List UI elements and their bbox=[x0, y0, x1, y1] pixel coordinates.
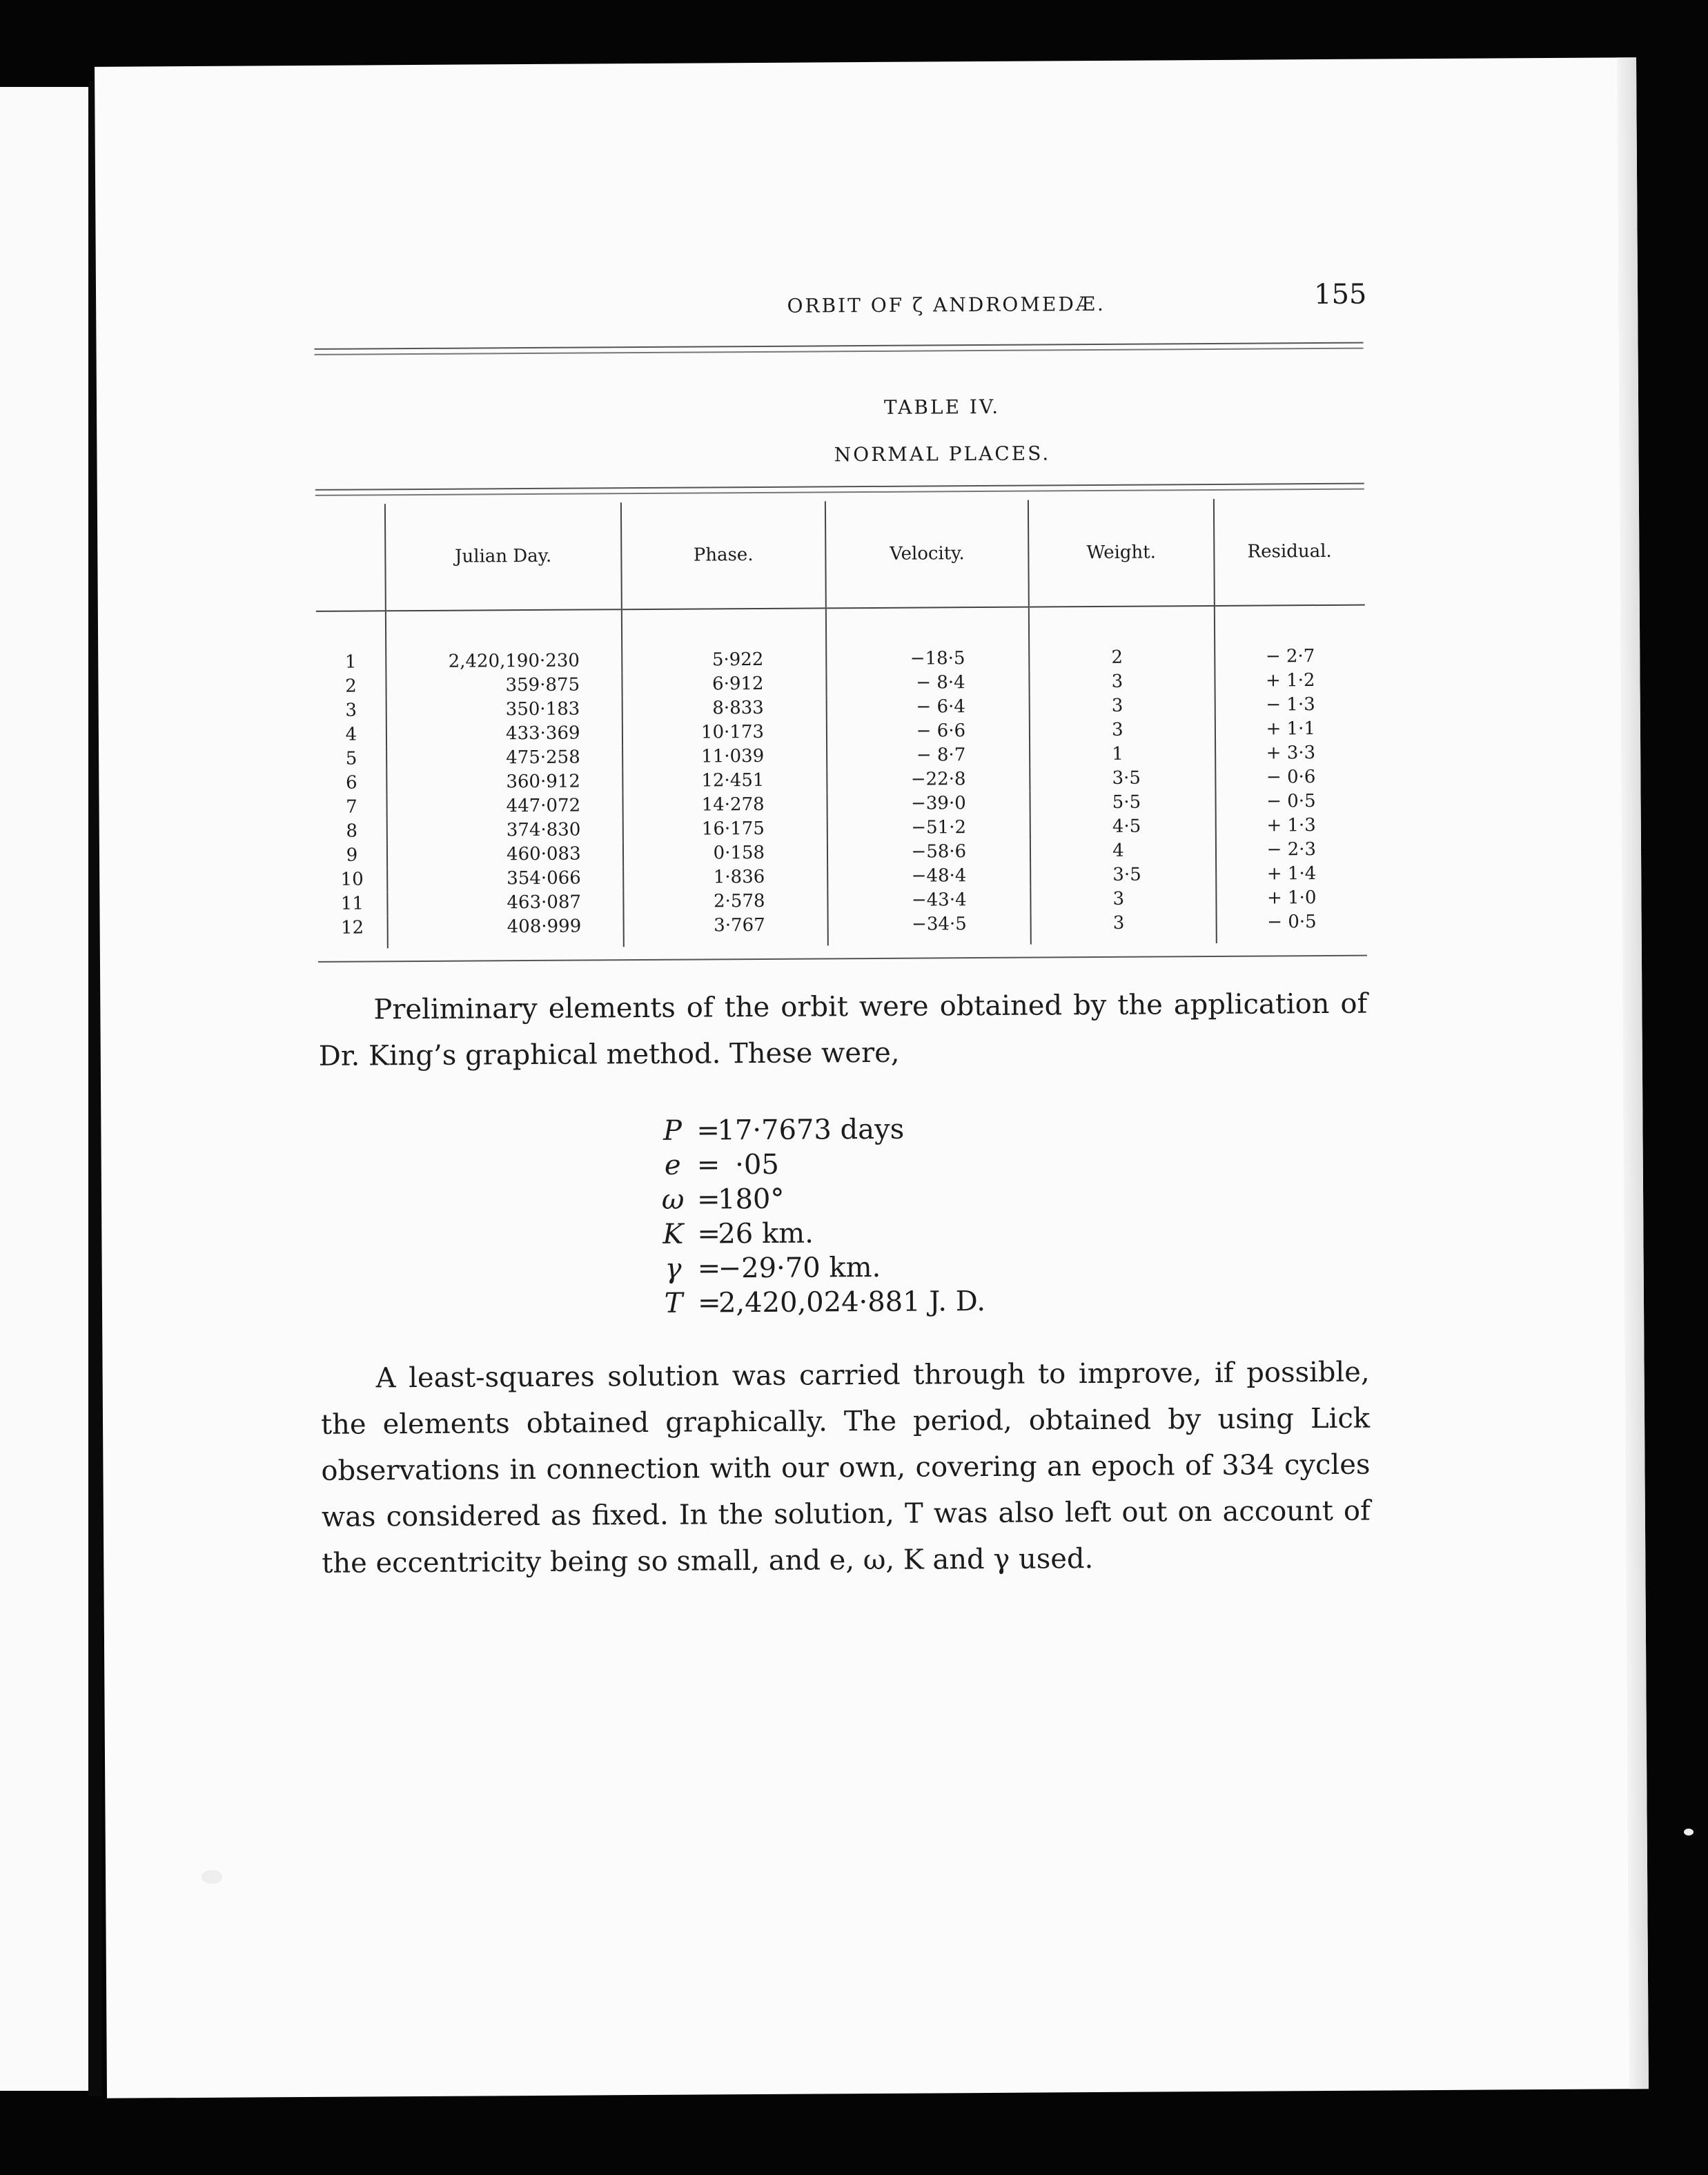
weight-cell: 5·5 bbox=[1030, 790, 1216, 816]
paragraph-text: Preliminary elements of the orbit were obtained by the application of Dr. King’s graphical method. These were, bbox=[318, 987, 1368, 1072]
phase-cell: 8·833 bbox=[622, 696, 827, 721]
row-index: 6 bbox=[345, 772, 357, 794]
weight-cell: 3·5 bbox=[1030, 766, 1215, 791]
element-value: ·05 bbox=[717, 1148, 779, 1181]
element-value: 2,420,024·881 J. D. bbox=[718, 1285, 986, 1319]
row-index: 9 bbox=[346, 845, 358, 866]
row-index: 12 bbox=[340, 917, 364, 938]
phase-cell: 2·578 bbox=[623, 889, 828, 914]
row-index: 11 bbox=[340, 893, 364, 914]
column-header-residual: Residual. bbox=[1214, 498, 1365, 606]
velocity-cell: − 6·4 bbox=[827, 695, 1030, 720]
residual-cell: + 1·2 bbox=[1215, 669, 1366, 693]
equals-sign: = bbox=[696, 1183, 720, 1216]
orbital-element-row bbox=[649, 1215, 985, 1252]
header-rule bbox=[315, 342, 1364, 350]
weight-cell: 3 bbox=[1030, 669, 1215, 695]
velocity-cell: −43·4 bbox=[827, 888, 1030, 914]
row-index: 4 bbox=[345, 724, 357, 745]
element-symbol: T bbox=[664, 1287, 683, 1319]
table-title: TABLE IV. bbox=[883, 395, 1001, 419]
element-symbol: e bbox=[664, 1149, 681, 1181]
table-subtitle: NORMAL PLACES. bbox=[834, 442, 1051, 466]
page-number: 155 bbox=[1313, 278, 1367, 311]
weight-cell: 1 bbox=[1030, 742, 1215, 767]
phase-cell: 5·922 bbox=[621, 608, 826, 673]
row-index: 1 bbox=[344, 651, 357, 673]
velocity-cell: −39·0 bbox=[827, 791, 1030, 817]
paragraph-text: A least-squares solution was carried through to improve, if possible, the elements obtained graphically. The period, obtained by using Lick observations in connection with our own, covering an epoch of 334 cycles was considered as fixed. In the solution, T was also left out on account of the eccentricity being so small, and e, ω, K and γ used. bbox=[320, 1356, 1371, 1579]
velocity-cell: −51·2 bbox=[827, 816, 1030, 841]
residual-cell: + 1·1 bbox=[1215, 717, 1366, 742]
velocity-cell: − 8·4 bbox=[826, 671, 1029, 696]
phase-cell: 1·836 bbox=[623, 865, 828, 890]
scan-speck bbox=[1684, 1829, 1694, 1836]
paragraph-least-squares bbox=[320, 1350, 1371, 1587]
julian-day-cell: 408·999 bbox=[387, 914, 623, 948]
element-value: −29·70 km. bbox=[718, 1251, 881, 1285]
velocity-cell: − 8·7 bbox=[827, 743, 1030, 769]
row-index: 8 bbox=[346, 820, 358, 842]
element-symbol: K bbox=[662, 1218, 684, 1250]
velocity-cell: −22·8 bbox=[827, 767, 1030, 793]
equals-sign: = bbox=[697, 1218, 721, 1250]
element-value: 26 km. bbox=[718, 1217, 814, 1250]
weight-cell: 3 bbox=[1030, 718, 1215, 743]
weight-cell: 3 bbox=[1030, 693, 1215, 719]
residual-cell: + 1·4 bbox=[1216, 862, 1367, 887]
element-symbol: ω bbox=[661, 1183, 685, 1216]
julian-day-cell: 359·875 bbox=[386, 673, 622, 698]
velocity-cell: −34·5 bbox=[828, 912, 1031, 946]
facing-page-edge bbox=[0, 87, 88, 2091]
row-index: 10 bbox=[340, 869, 364, 890]
running-title: ORBIT OF ζ ANDROMEDÆ. bbox=[787, 292, 1106, 317]
element-symbol: P bbox=[662, 1114, 683, 1147]
equals-sign: = bbox=[697, 1252, 721, 1285]
normal-places-table bbox=[315, 498, 1367, 949]
weight-cell: 4 bbox=[1030, 838, 1216, 864]
phase-cell: 14·278 bbox=[622, 792, 827, 818]
velocity-cell: −58·6 bbox=[827, 840, 1030, 865]
table-top-rule bbox=[315, 483, 1364, 491]
book-page bbox=[95, 57, 1649, 2098]
julian-day-cell: 360·912 bbox=[386, 769, 622, 795]
row-index: 2 bbox=[345, 676, 357, 697]
julian-day-cell: 475·258 bbox=[386, 745, 622, 771]
phase-cell: 3·767 bbox=[623, 913, 828, 947]
equals-sign: = bbox=[696, 1114, 720, 1147]
column-header-index bbox=[315, 504, 386, 611]
orbital-element-row bbox=[648, 1112, 984, 1148]
column-header-julian-day: Julian Day. bbox=[385, 502, 622, 611]
phase-cell: 6·912 bbox=[622, 671, 827, 697]
element-value: 17·7673 days bbox=[717, 1113, 905, 1147]
residual-cell: − 0·6 bbox=[1215, 765, 1366, 790]
row-index: 5 bbox=[345, 748, 357, 769]
residual-cell: − 1·3 bbox=[1215, 693, 1366, 718]
residual-cell: − 0·5 bbox=[1216, 910, 1367, 943]
column-header-velocity: Velocity. bbox=[825, 500, 1029, 609]
element-value: 180° bbox=[717, 1183, 785, 1216]
orbital-element-row bbox=[649, 1250, 985, 1286]
phase-cell: 12·451 bbox=[622, 768, 827, 794]
weight-cell: 4·5 bbox=[1030, 814, 1216, 840]
equals-sign: = bbox=[696, 1149, 720, 1181]
weight-cell: 3 bbox=[1030, 887, 1216, 912]
julian-day-cell: 2,420,190·230 bbox=[386, 609, 622, 674]
julian-day-cell: 354·066 bbox=[387, 866, 623, 892]
residual-cell: + 3·3 bbox=[1215, 741, 1366, 766]
residual-cell: + 1·0 bbox=[1216, 886, 1367, 911]
velocity-cell: −48·4 bbox=[827, 864, 1030, 889]
julian-day-cell: 374·830 bbox=[387, 818, 623, 843]
julian-day-cell: 433·369 bbox=[386, 721, 622, 747]
residual-cell: − 2·7 bbox=[1215, 605, 1366, 669]
phase-cell: 10·173 bbox=[622, 720, 827, 745]
orbital-elements-list bbox=[648, 1112, 985, 1321]
velocity-cell: − 6·6 bbox=[827, 719, 1030, 745]
residual-cell: − 2·3 bbox=[1216, 838, 1367, 863]
paragraph-preliminary-elements bbox=[318, 981, 1368, 1080]
velocity-cell: −18·5 bbox=[826, 607, 1030, 672]
julian-day-cell: 350·183 bbox=[386, 697, 622, 722]
julian-day-cell: 460·083 bbox=[387, 842, 623, 867]
julian-day-cell: 463·087 bbox=[387, 890, 623, 916]
julian-day-cell: 447·072 bbox=[386, 794, 622, 819]
phase-cell: 11·039 bbox=[622, 744, 827, 769]
table-header-row bbox=[315, 498, 1365, 611]
table-row bbox=[318, 910, 1367, 949]
table-row bbox=[316, 605, 1366, 675]
weight-cell: 3 bbox=[1031, 911, 1217, 945]
table-bottom-rule bbox=[318, 955, 1367, 963]
row-index: 7 bbox=[346, 796, 357, 818]
column-header-phase: Phase. bbox=[620, 501, 825, 609]
weight-cell: 3·5 bbox=[1030, 863, 1216, 888]
orbital-element-row bbox=[649, 1181, 985, 1217]
row-index: 3 bbox=[345, 700, 357, 721]
residual-cell: + 1·3 bbox=[1215, 814, 1366, 838]
residual-cell: − 0·5 bbox=[1215, 789, 1366, 814]
table-body bbox=[316, 605, 1367, 949]
column-header-weight: Weight. bbox=[1028, 499, 1214, 607]
phase-cell: 0·158 bbox=[622, 840, 827, 866]
orbital-element-row bbox=[649, 1146, 985, 1183]
weight-cell: 2 bbox=[1029, 606, 1215, 671]
equals-sign: = bbox=[697, 1287, 721, 1319]
phase-cell: 16·175 bbox=[622, 816, 827, 842]
page-edge-shadow bbox=[1617, 57, 1649, 2089]
element-symbol: γ bbox=[665, 1252, 682, 1285]
scan-speck bbox=[202, 1870, 222, 1884]
orbital-element-row bbox=[649, 1284, 985, 1321]
